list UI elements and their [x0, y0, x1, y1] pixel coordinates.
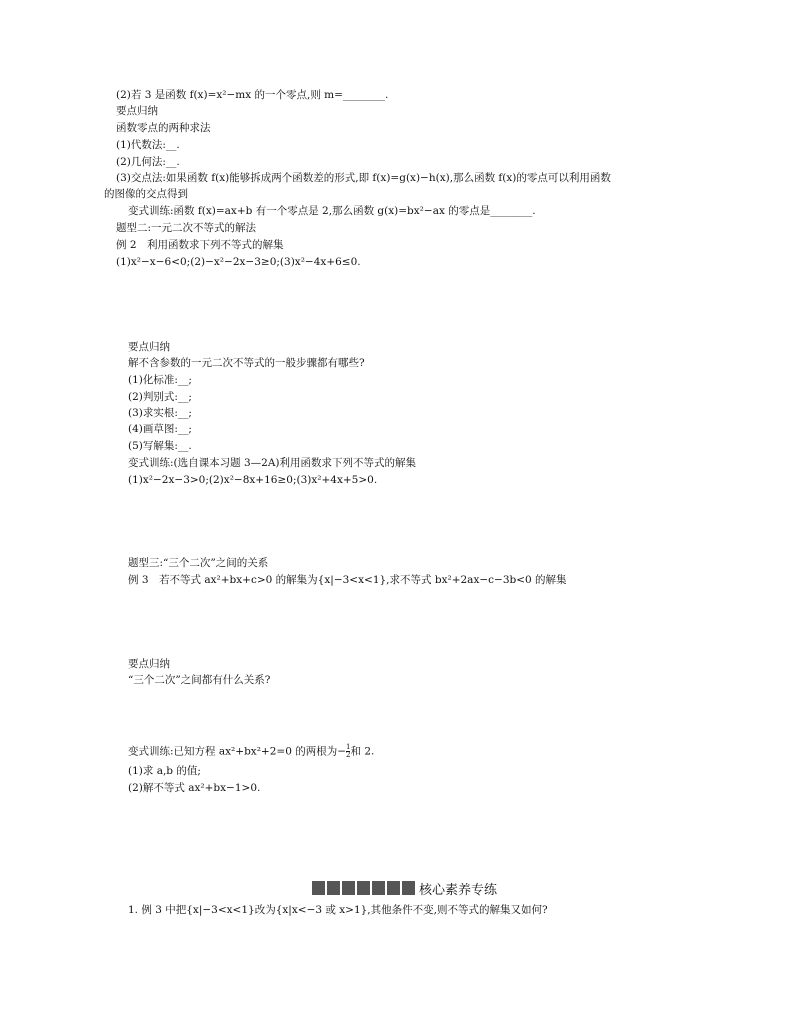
step-sketch: (4)画草图:__; [128, 423, 192, 435]
variant-training-3-text: 变式训练:已知方程 ax²+bx²+2=0 的两根为− [128, 745, 347, 758]
section-summary-heading-3: 要点归纳 [128, 658, 170, 670]
fraction-denominator: 2 [346, 751, 351, 759]
banner-title: 核心素养专练 [419, 882, 498, 898]
fraction-numerator: 1 [346, 743, 351, 751]
method-geometric: (2)几何法:__. [116, 156, 180, 168]
method-algebraic: (1)代数法:__. [116, 139, 180, 151]
practice-question-1: 1. 例 3 中把{x|−3<x<1}改为{x|x<−3 或 x>1},其他条件不变,则不等式的解集又如何? [128, 904, 548, 916]
method-intersection-continued: 的图像的交点得到 [104, 188, 188, 200]
core-literacy-banner [312, 880, 497, 896]
step-real-roots: (3)求实根:__; [128, 407, 192, 419]
step-discriminant: (2)判别式:__; [128, 391, 192, 403]
variant-3-part-2: (2)解不等式 ax²+bx−1>0. [128, 782, 261, 794]
variant-3-part-1: (1)求 a,b 的值; [128, 765, 201, 777]
method-intersection: (3)交点法:如果函数 f(x)能够拆成两个函数差的形式,即 f(x)=g(x)−h(x),那么函数 f(x)的零点可以利用函数 [116, 172, 611, 184]
three-quadratics-question: “三个二次”之间都有什么关系? [128, 674, 271, 686]
topic-2-heading: 题型二:一元二次不等式的解法 [116, 222, 257, 234]
step-standardize: (1)化标准:__; [128, 374, 192, 386]
variant-training-2: 变式训练:(选自课本习题 3—2A)利用函数求下列不等式的解集 [128, 457, 417, 469]
variant-training-3-tail: 和 2. [350, 745, 375, 758]
variant-training-3 [128, 744, 374, 759]
example-2-title: 例 2 利用函数求下列不等式的解集 [116, 239, 284, 251]
topic-3-heading: 题型三:“三个二次”之间的关系 [128, 557, 269, 569]
section-summary-heading: 要点归纳 [116, 105, 158, 117]
summary-title-zero-methods: 函数零点的两种求法 [116, 122, 211, 134]
example-2-inequalities: (1)x²−x−6<0;(2)−x²−2x−3≥0;(3)x²−4x+6≤0. [116, 256, 361, 268]
example-3: 例 3 若不等式 ax²+bx+c>0 的解集为{x|−3<x<1},求不等式 bx²+2ax−c−3b<0 的解集 [128, 574, 567, 586]
summary-steps-question: 解不含参数的一元二次不等式的一般步骤都有哪些? [128, 357, 365, 369]
section-summary-heading-2: 要点归纳 [128, 341, 170, 353]
variant-training-2-inequalities: (1)x²−2x−3>0;(2)x²−8x+16≥0;(3)x²+4x+5>0. [128, 474, 378, 486]
banner-decoration-blocks [312, 881, 417, 895]
variant-training-1: 变式训练:函数 f(x)=ax+b 有一个零点是 2,那么函数 g(x)=bx²−ax 的零点是________. [128, 205, 536, 217]
step-solution-set: (5)写解集:__. [128, 440, 192, 452]
question-2-zero-point: (2)若 3 是函数 f(x)=x²−mx 的一个零点,则 m=________. [116, 89, 389, 101]
